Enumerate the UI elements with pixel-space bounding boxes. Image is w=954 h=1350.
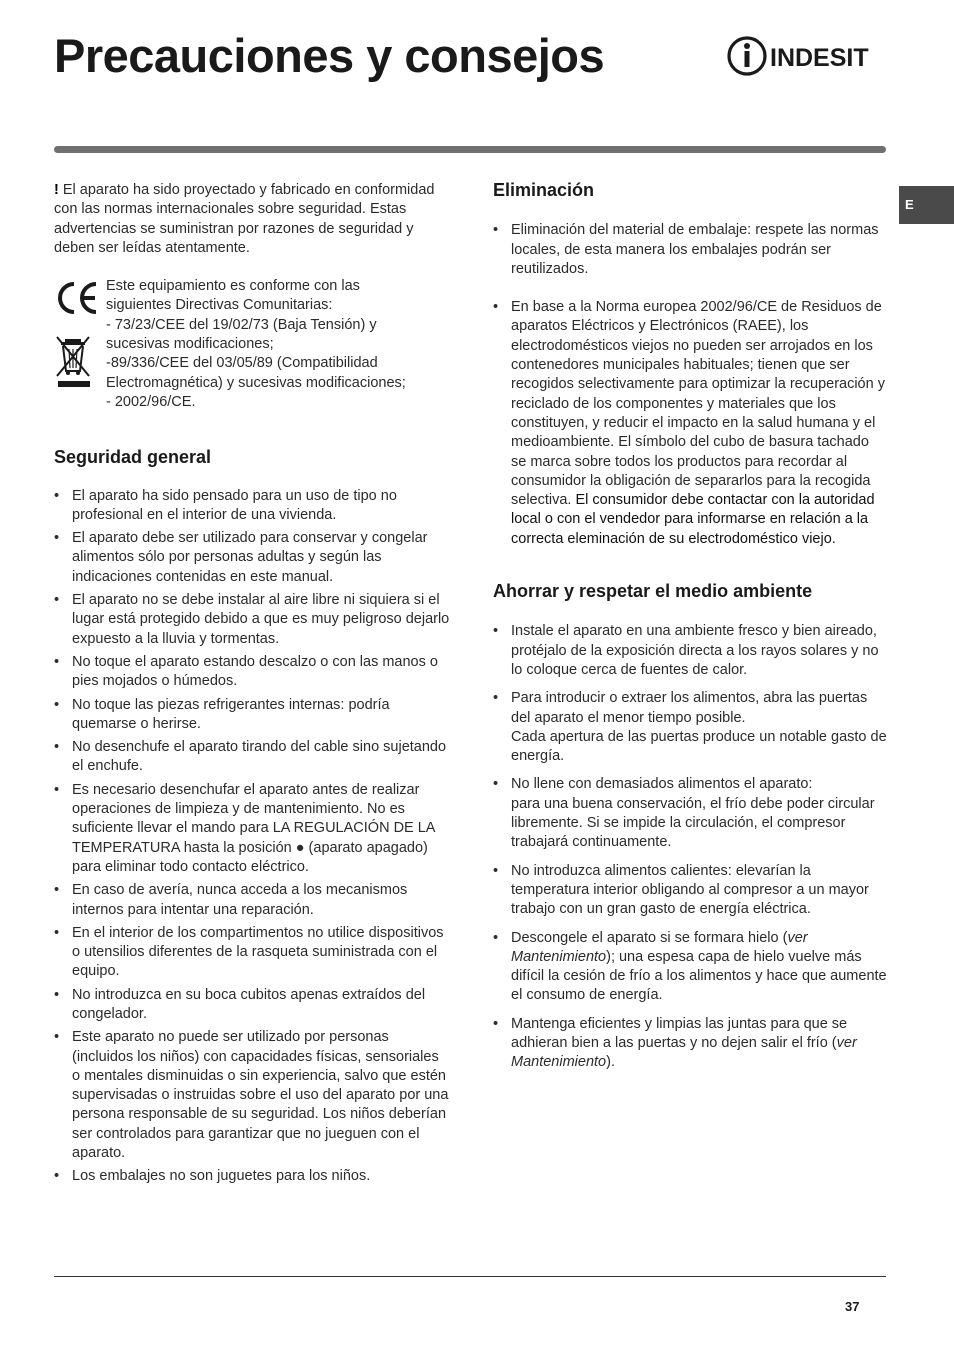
list-item: • En el interior de los compartimentos no utilice dispositivos o utensilios diferentes de la rasqueta suministrada con el equipo. <box>54 924 450 982</box>
list-item: • No introduzca alimentos calientes: elevarían la temperatura interior obligando al compresor a un mayor trabajo con un gran gasto de energía eléctrica. <box>493 862 887 920</box>
list-item: • No introduzca en su boca cubitos apenas extraídos del congelador. <box>54 986 450 1025</box>
directives-line-7: - 2002/96/CE. <box>106 393 196 410</box>
directives-block <box>54 277 450 412</box>
intro-text: El aparato ha sido proyectado y fabricado en conformidad con las normas internacionales sobre seguridad. Estas advertencias se suministran por razones de seguridad y deben ser leídas atentamente. <box>54 182 435 256</box>
seguridad-list <box>54 487 450 1187</box>
list-item-text: ); una espesa capa de hielo vuelve más difícil la cesión de frío a los alimentos y hace que aumente el consumo de energía. <box>511 948 887 1004</box>
list-item <box>493 298 887 549</box>
reference-text: ver Mantenimiento <box>511 1034 857 1071</box>
directives-line-4: sucesivas modificaciones; <box>106 336 274 353</box>
intro-paragraph <box>54 181 450 258</box>
eliminacion-list <box>493 221 887 549</box>
list-item-text: Para introducir o extraer los alimentos, abra las puertas del aparato el menor tiempo posible. <box>511 690 868 726</box>
warning-mark: ! <box>54 182 59 198</box>
list-item <box>493 929 887 1006</box>
directives-line-6: Electromagnética) y sucesivas modificaciones; <box>106 374 406 391</box>
list-item <box>493 1015 887 1073</box>
ce-mark-icon <box>54 279 102 317</box>
list-item: • Los embalajes no son juguetes para los niños. <box>54 1167 450 1186</box>
list-item <box>493 775 887 852</box>
heading-eliminacion: Eliminación <box>493 180 595 200</box>
list-item: • No desenchufe el aparato tirando del cable sino sujetando el enchufe. <box>54 738 450 777</box>
list-item: • El aparato ha sido pensado para un uso de tipo no profesional en el interior de una vivienda. <box>54 487 450 526</box>
list-item: • El aparato no se debe instalar al aire libre ni siquiera si el lugar está protegido debido a que es muy peligroso dejarlo expuesto a la lluvia y tormentas. <box>54 591 450 649</box>
heading-ahorrar: Ahorrar y respetar el medio ambiente <box>493 581 813 602</box>
list-item: • Eliminación del material de embalaje: respete las normas locales, de esta manera los embalajes podrán ser reutilizados. <box>493 221 887 279</box>
directives-line-1: Este equipamiento es conforme con las <box>106 278 360 295</box>
crossed-bin-icon <box>54 333 94 389</box>
left-column <box>54 181 450 1187</box>
list-item: • El aparato debe ser utilizado para conservar y congelar alimentos sólo por personas adultas y según las indicaciones contenidas en este manual. <box>54 529 450 587</box>
list-item-text: No llene con demasiados alimentos el aparato: <box>511 776 813 793</box>
list-item-text: ). <box>606 1054 615 1071</box>
indesit-logo <box>726 34 886 78</box>
list-item: • En caso de avería, nunca acceda a los mecanismos internos para intentar una reparación. <box>54 881 450 920</box>
ahorrar-list <box>493 622 887 1072</box>
weee-text: En base a la Norma europea 2002/96/CE de Residuos de aparatos Eléctricos y Electrónicos (RAEE), los electrodomésticos viejos no pueden ser arrojados en los contenedores municipales habituales; tienen que ser recogidos selectivamente para optimizar la recuperación y reciclado de los componentes y materiales que los constituyen, y reducir el impacto en la salud humana y el medioambiente. El símbolo del cubo de basura tachado se marca sobre todos los productos para recordar al consumidor la obligación de separarlos para la recogida selectiva. <box>511 299 885 509</box>
directives-line-3: - 73/23/CEE del 19/02/73 (Baja Tensión) y <box>106 316 377 333</box>
directives-line-2: siguientes Directivas Comunitarias: <box>106 297 333 314</box>
footer-rule <box>54 1276 886 1277</box>
header-rule <box>54 146 886 153</box>
list-item-text: Cada apertura de las puertas produce un notable gasto de energía. <box>511 728 887 765</box>
weee-contact-text: El consumidor debe contactar con la autoridad local o con el vendedor para informarse en relación a la correcta eleminación de su electrodoméstico viejo. <box>511 492 875 547</box>
right-column <box>493 181 887 1073</box>
list-item: • Instale el aparato en una ambiente fresco y bien aireado, protéjalo de la exposición directa a los rayos solares y no lo coloque cerca de fuentes de calor. <box>493 622 887 680</box>
page-title: Precauciones y consejos <box>54 29 605 82</box>
heading-seguridad: Seguridad general <box>54 447 212 468</box>
list-item: • Es necesario desenchufar el aparato antes de realizar operaciones de limpieza y de mantenimiento. No es suficiente llevar el mando para LA REGULACIÓN DE LA TEMPERATURA hasta la posición ● (aparato apagado) para eliminar todo contacto eléctrico. <box>54 781 450 877</box>
list-item-text: Mantenga eficientes y limpias las juntas para que se adhieran bien a las puertas y no dejen salir el frío ( <box>511 1015 848 1051</box>
list-item: • Este aparato no puede ser utilizado por personas (incluidos los niños) con capacidades físicas, sensoriales o mentales disminuidas o sin experiencia, salvo que estén supervisadas o instruidas sobre el uso del aparato por una persona responsable de su seguridad. Los niños deberían ser controlados para garantizar que no jueguen con el aparato. <box>54 1028 450 1163</box>
brand-wordmark: INDESIT <box>770 44 869 72</box>
page-number: 37 <box>845 1299 860 1314</box>
directives-line-5: -89/336/CEE del 03/05/89 (Compatibilidad <box>106 355 378 372</box>
language-tab: E <box>899 186 954 224</box>
list-item: • No toque el aparato estando descalzo o con las manos o pies mojados o húmedos. <box>54 653 450 692</box>
list-item-text: para una buena conservación, el frío debe poder circular libremente. Si se impide la circulación, el compresor trabajará continuamente. <box>511 795 875 851</box>
list-item-text: Descongele el aparato si se formara hielo ( <box>511 929 788 946</box>
list-item <box>493 689 887 766</box>
list-item: • No toque las piezas refrigerantes internas: podría quemarse o herirse. <box>54 696 450 735</box>
reference-text: ver Mantenimiento <box>511 929 808 965</box>
